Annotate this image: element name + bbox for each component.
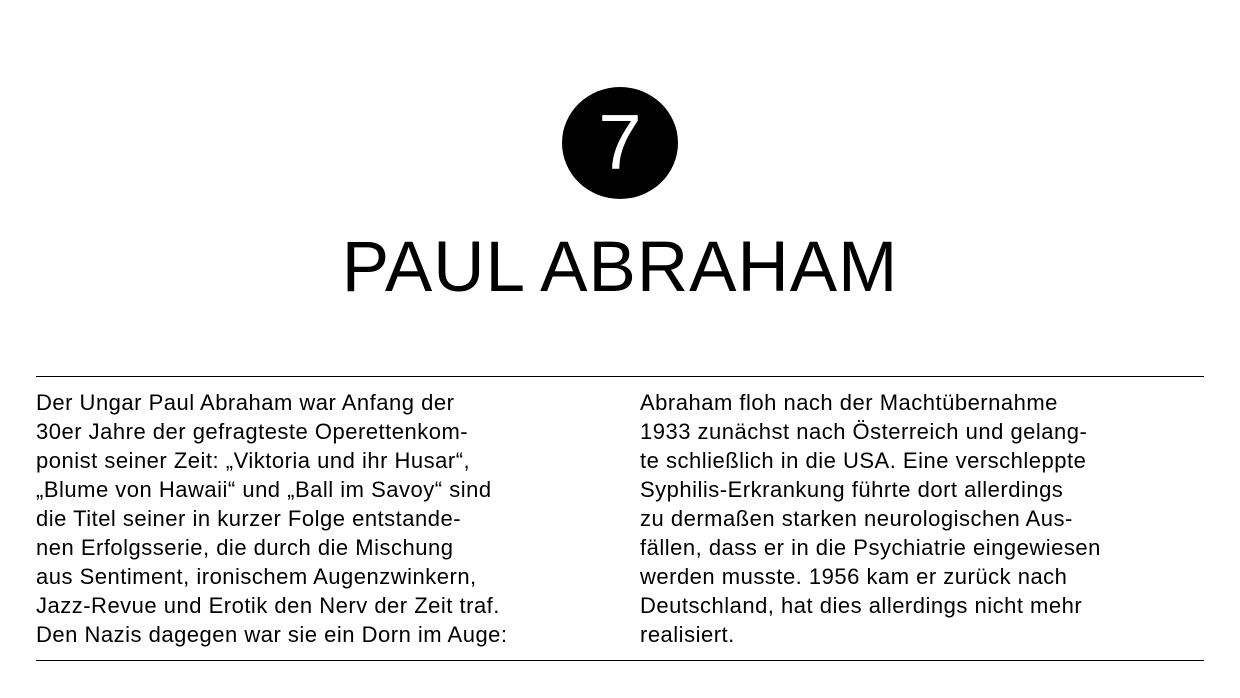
page-title: PAUL ABRAHAM — [341, 228, 899, 307]
body-text-left-column: Der Ungar Paul Abraham war Anfang der 30er Jahre der gefragteste Operettenkom- ponist seiner Zeit: „Viktoria und ihr Husar“, „Blume von Hawaii“ und „Ball im Savoy“ sind die Titel seiner in kurzer Folge entstande- nen Erfolgsserie, die durch die Mischung aus Sentiment, ironischem Augenzwinkern, Jazz-Revue und Erotik den Nerv der Zeit traf. Den Nazis dagegen war sie ein Dorn im Auge: — [36, 390, 508, 647]
chapter-number-badge — [562, 87, 678, 199]
body-text-right-column: Abraham floh nach der Machtübernahme 1933 zunächst nach Österreich und gelang- te schließlich in die USA. Eine verschleppte Syphilis-Erkrankung führte dort allerdings zu dermaßen starken neurologischen Aus- fällen, dass er in die Psychiatrie eingewiesen werden musste. 1956 kam er zurück nach Deutschland, hat dies allerdings nicht mehr realisiert. — [640, 390, 1101, 647]
bottom-divider — [36, 660, 1204, 661]
chapter-number: 7 — [598, 98, 642, 186]
top-divider — [36, 376, 1204, 377]
